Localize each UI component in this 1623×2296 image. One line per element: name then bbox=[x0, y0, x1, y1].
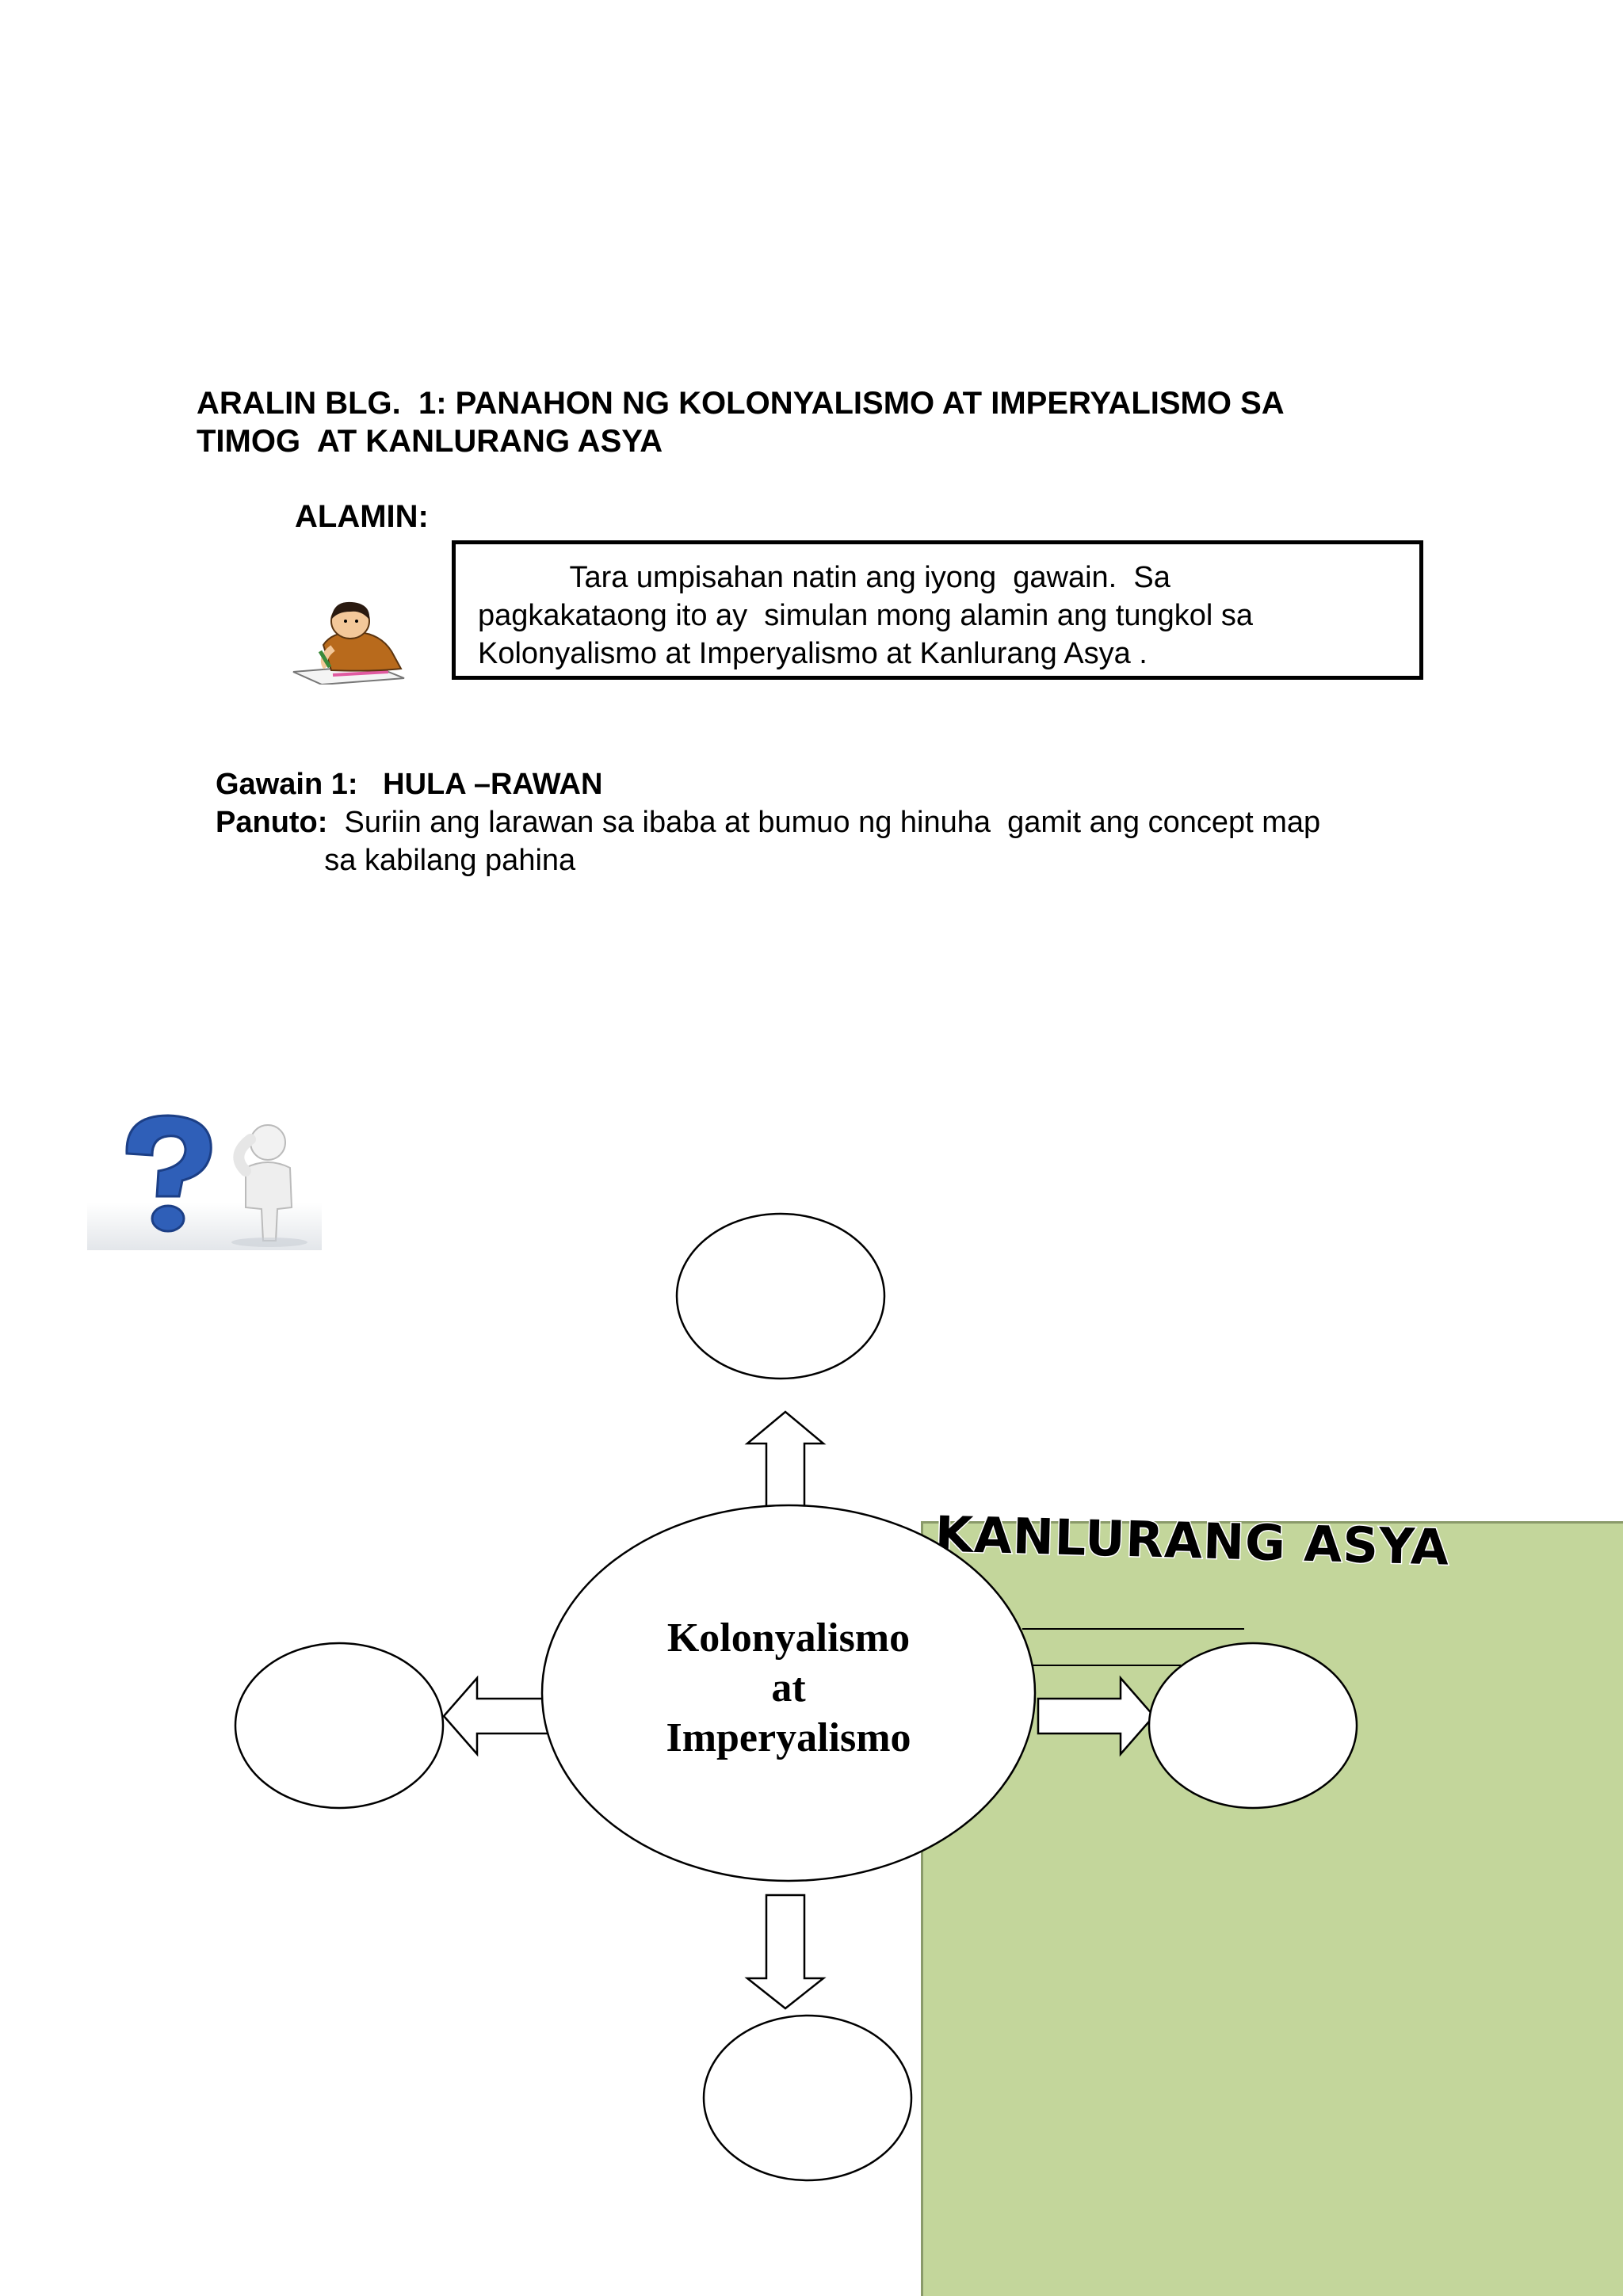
center-text-line-2: at bbox=[771, 1665, 806, 1711]
arrow-right bbox=[1038, 1678, 1154, 1754]
panuto-line-2: sa kabilang pahina bbox=[216, 844, 576, 877]
center-text-line-1: Kolonyalismo bbox=[666, 1615, 911, 1661]
bottom-node[interactable] bbox=[704, 2016, 911, 2180]
intro-line-2: pagkakataong ito ay simulan mong alamin ang tungkol sa bbox=[478, 599, 1254, 632]
lesson-title-line-1: ARALIN BLG. 1: PANAHON NG KOLONYALISMO AT IMPERYALISMO SA bbox=[197, 386, 1285, 421]
top-node[interactable] bbox=[677, 1214, 884, 1379]
alamin-label: ALAMIN: bbox=[295, 499, 429, 534]
intro-line-1: Tara umpisahan natin ang iyong gawain. Sa bbox=[478, 561, 1170, 594]
gawain-heading: Gawain 1: HULA –RAWAN bbox=[216, 768, 603, 801]
lesson-title-line-2: TIMOG AT KANLURANG ASYA bbox=[197, 424, 663, 459]
center-text-line-3: Imperyalismo bbox=[666, 1715, 911, 1760]
panuto-label: Panuto: bbox=[216, 806, 328, 839]
arrow-left bbox=[444, 1678, 555, 1754]
intro-line-3: Kolonyalismo at Imperyalismo at Kanlurang Asya . bbox=[478, 637, 1148, 670]
right-node[interactable] bbox=[1149, 1643, 1357, 1808]
region-label: KANLURANG ASYA bbox=[934, 1505, 1450, 1577]
left-node[interactable] bbox=[235, 1643, 443, 1808]
arrow-down bbox=[747, 1895, 823, 2008]
panuto-text: Suriin ang larawan sa ibaba at bumuo ng hinuha gamit ang concept map bbox=[327, 806, 1321, 839]
